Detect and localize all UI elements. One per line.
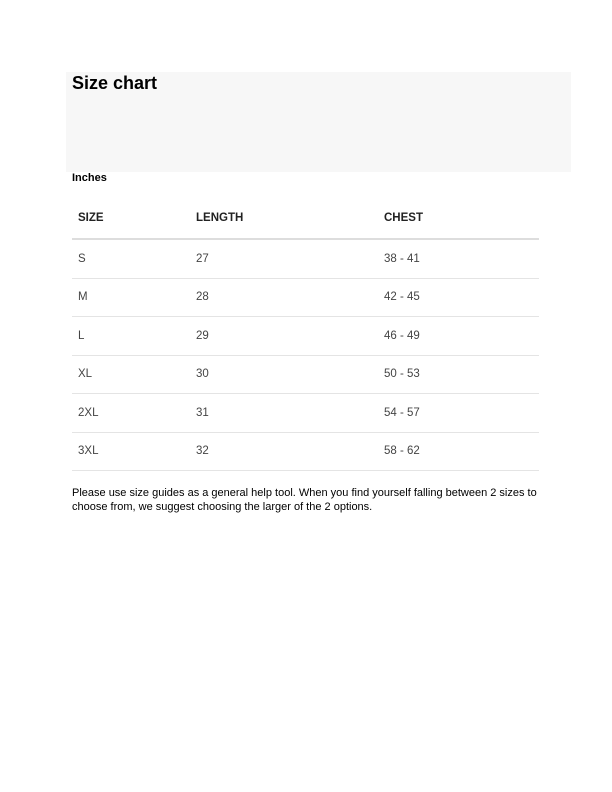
chest-cell: 54 - 57 [378,394,539,433]
unit-label: Inches [72,172,107,184]
length-cell: 32 [190,432,378,471]
table-row [72,355,539,394]
size-cell: XL [72,355,190,394]
length-cell: 28 [190,278,378,317]
size-cell: 2XL [72,394,190,433]
size-cell: M [72,278,190,317]
page-title: Size chart [72,73,158,93]
size-cell: S [72,239,190,278]
column-header-chest: CHEST [378,198,539,239]
size-guide-note: Please use size guides as a general help tool. When you find yourself falling between 2 sizes to choose from, we suggest choosing the larger of the 2 options. [72,487,537,513]
table-row [72,394,539,433]
table-row [72,432,539,471]
size-cell: L [72,317,190,356]
length-cell: 31 [190,394,378,433]
table-row [72,317,539,356]
table-row [72,278,539,317]
length-cell: 27 [190,239,378,278]
column-header-length: LENGTH [190,198,378,239]
size-table [72,198,539,471]
chest-cell: 50 - 53 [378,355,539,394]
table-header-row [72,198,539,239]
column-header-size: SIZE [72,198,190,239]
size-cell: 3XL [72,432,190,471]
chest-cell: 38 - 41 [378,239,539,278]
table-row [72,239,539,278]
chest-cell: 42 - 45 [378,278,539,317]
length-cell: 30 [190,355,378,394]
chest-cell: 46 - 49 [378,317,539,356]
chest-cell: 58 - 62 [378,432,539,471]
length-cell: 29 [190,317,378,356]
